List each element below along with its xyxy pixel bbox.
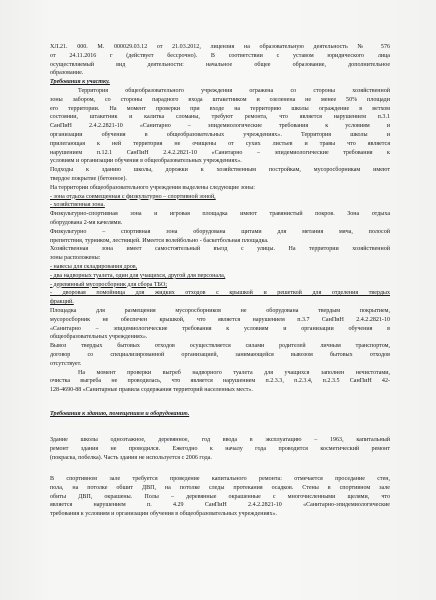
site-line: условиям и организации обучения в общеобразовательных учреждениях». [50,158,242,165]
waste-line: Вывоз твердых бытовых отходов осуществляется силами родителей личным транспортом, [50,343,390,350]
site-line: организации обучения в общеобразовательных учреждениях». Территория школы и [50,132,390,138]
site-line: прилегающая к ней территория не очищены от сухих листьев и травы что является [50,140,390,147]
toilet-line: 128-4690-88 «Санитарные правила содержания территорий населенных мест». [50,387,253,394]
zones-desc-line: препятствия, турником, лестницей. Имеется волейбольно - баскетбольная площадка. [50,237,269,244]
toilet-line: На момент проверки выгреб надворного туалета для учащихся заполнен нечистотами, [78,369,390,376]
building-line: (покраска, побелка). Часть здания не используется с 2006 года. [50,454,212,461]
site-line: Подходы к зданию школы, дорожки к хозяйственным постройкам, мусоросборникам имеют [50,167,390,174]
hoz-list-item: - навесы для складирования дров, [50,264,138,270]
zones-desc-line: Физкультурно – спортивная зона оборудована щитами для метания мяча, полосой [50,228,390,235]
site-line: Территория общеобразовательного учреждения огражена со стороны хозяйственной [78,88,390,94]
site-line: его территории. На момент проверки при входе на территорию школы ограждение в ветхом [50,105,390,112]
waste-line: общеобразовательных учреждениях». [50,334,148,341]
license-line: образование. [50,70,84,77]
zones-list-item: - хозяйственная зона. [50,202,105,209]
gym-line: пола, на потолке обшит ДВП, на потолке следы протекания осадков. Стены в спортивном зале [50,484,390,491]
zones-desc-line: Физкультурно-спортивная зона и игровая площадка имеют травянистый покров. Зона отдыха [50,211,390,218]
section-heading-building: Требования к зданию, помещениям и оборудованию. [50,411,190,417]
waste-line: мусоросборник не обеспечен крышкой, что является нарушением п.3.7 СанПиН 2.4.2.2821-10 [50,316,390,323]
site-line: зоны забором, со стороны парадного входа штакетником и озеленена не менее 50% площади [50,96,390,103]
gym-line: В спортивном зале требуется проведение капитального ремонта: отмечается проседание стен, [50,476,390,482]
zones-desc-line: оборудована 2-мя качелями. [50,220,123,226]
building-line: ремонт здания не проводился. Ежегодно к началу года проводится косметический ремонт [50,445,390,452]
site-line: состоянии, штакетник и калитка сломаны, требуют ремонта, что является нарушением п.3.1 [50,114,390,121]
license-line: ХЛ.21. 000. М. 000029.03.12 от 21.03.2012, лицензия на образовательную деятельность № 576 [50,44,390,50]
zones-intro: На территории общеобразовательного учреждения выделены следующие зоны: [50,184,255,191]
hoz-list-item: - два надворных туалета, один для учащихся, другой для персонала, [50,272,226,279]
zones-desc-line: Хозяйственная зона имеет самостоятельный въезд с улицы. На территории хозяйственной [50,246,390,253]
zones-list-item: - зона отдыха совмещенная с физкультурно – спортивной зоной, [50,193,216,200]
waste-line: отсутствует. [50,360,82,367]
hoz-list-item: - деревянный мусоросборник для сбора ТБО; [50,281,168,288]
waste-line: договор со специализированной организацией, занимающейся вывозом бытовых отходов [50,352,390,358]
hoz-list-item: - дворовая помойница для жидких отходов с крышкой и решеткой для отделения твердых [50,290,390,297]
gym-line: требования к условиям и организации обучения в общеобразовательных учреждениях». [50,511,278,518]
site-line: СанПиН 2.4.2.2821-10 «Санитарно – эпидемиологические требования к условиям и [50,123,390,130]
section-heading-site: Требования к участку. [50,79,110,86]
zones-desc-line: зоны расположены: [50,255,101,262]
waste-line: «Санитарно – эпидемиологические требования к условиям и организации обучения в [50,325,390,332]
license-line: осуществляемый вид деятельности: начальное общее образование, дополнительное [50,61,390,68]
gym-line: является нарушением п. 4.29 СанПиН 2.4.2.2821-10 «Санитарно-эпидемиологические [50,502,390,509]
site-line: нарушением п.12.1 СанПиН 2.4.2.2821-10 «Санитарно – эпидемиологические требования к [50,149,390,156]
gym-line: обиты ДВП, окрашены. Полы – деревянные окрашенные с многочисленными щелями, что [50,493,390,500]
building-line: Здание школы одноэтажное, деревянное, год ввода в эксплуатацию – 1963, капитальный [50,437,390,443]
license-line: от 24.11.2016 г (действует бессрочно). В соответствии с уставом юридического лица [50,52,390,59]
waste-line: Площадка для размещения мусоросборников не оборудована твердым покрытием, [50,308,390,314]
site-line: твердое покрытие (бетонное). [50,176,127,182]
hoz-list-item: фракций. [50,299,74,306]
toilet-line: очистка выгреба не проводилась, что является нарушением п.2.3.3, п.2.3.4, п.2.3.5 СанПиН 42- [50,378,390,385]
